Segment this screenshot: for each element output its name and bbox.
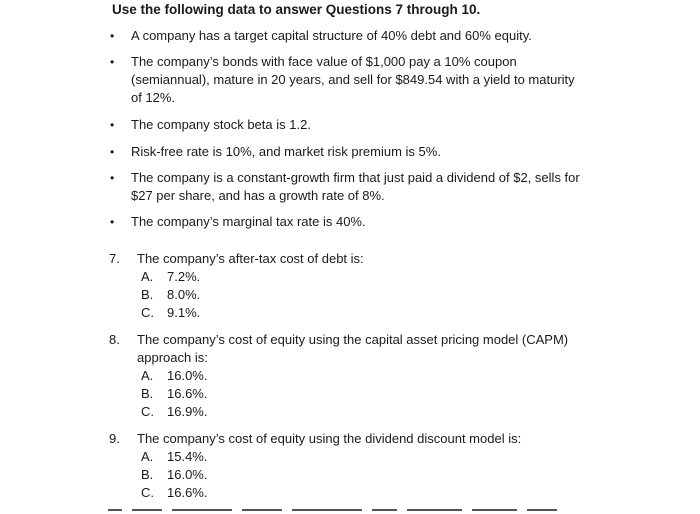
fact-line: $27 per share, and has a growth rate of 8%. bbox=[131, 188, 385, 203]
cropped-text-line bbox=[108, 509, 578, 514]
option-text: 16.6%. bbox=[167, 485, 208, 500]
question-stem bbox=[137, 250, 597, 268]
instructions-heading: Use the following data to answer Questions 7 through 10. bbox=[112, 2, 481, 17]
fact-line: The company’s marginal tax rate is 40%. bbox=[131, 214, 366, 229]
question-line: approach is: bbox=[137, 350, 208, 365]
bullet-point: • bbox=[110, 118, 115, 132]
fact-line: The company’s bonds with face value of $1,000 pay a 10% coupon bbox=[131, 54, 517, 69]
option-letter: B. bbox=[141, 467, 154, 482]
fact-line: Risk-free rate is 10%, and market risk premium is 5%. bbox=[131, 144, 441, 159]
option-text: 9.1%. bbox=[167, 305, 201, 320]
option-text: 16.9%. bbox=[167, 404, 208, 419]
option-letter: B. bbox=[141, 287, 154, 302]
option-letter: C. bbox=[141, 485, 154, 500]
question-number: 8. bbox=[109, 332, 120, 347]
option-letter: C. bbox=[141, 404, 154, 419]
option-letter: A. bbox=[141, 269, 154, 284]
option-text: 16.0%. bbox=[167, 467, 208, 482]
option-text: 16.0%. bbox=[167, 368, 208, 383]
option-text: 7.2%. bbox=[167, 269, 201, 284]
fact-line: The company is a constant-growth firm that just paid a dividend of $2, sells for bbox=[131, 170, 580, 185]
option-text: 15.4%. bbox=[167, 449, 208, 464]
fact-item bbox=[131, 27, 601, 45]
option-text: 8.0%. bbox=[167, 287, 201, 302]
question-stem bbox=[137, 331, 597, 367]
fact-line: The company stock beta is 1.2. bbox=[131, 117, 311, 132]
option-letter: A. bbox=[141, 368, 154, 383]
bullet-point: • bbox=[110, 215, 115, 229]
fact-line: A company has a target capital structure of 40% debt and 60% equity. bbox=[131, 28, 532, 43]
option-letter: B. bbox=[141, 386, 154, 401]
question-line: The company’s cost of equity using the capital asset pricing model (CAPM) bbox=[137, 332, 569, 347]
question-number: 9. bbox=[109, 431, 120, 446]
bullet-point: • bbox=[110, 145, 115, 159]
fact-item bbox=[131, 213, 601, 231]
fact-item bbox=[131, 143, 601, 161]
fact-item bbox=[131, 53, 601, 107]
fact-item bbox=[131, 169, 601, 205]
fact-line: (semiannual), mature in 20 years, and sell for $849.54 with a yield to maturity bbox=[131, 72, 575, 87]
question-number: 7. bbox=[109, 251, 120, 266]
fact-line: of 12%. bbox=[131, 90, 176, 105]
bullet-point: • bbox=[110, 55, 115, 69]
fact-item bbox=[131, 116, 601, 134]
question-line: The company’s after-tax cost of debt is: bbox=[137, 251, 364, 266]
option-text: 16.6%. bbox=[167, 386, 208, 401]
question-stem bbox=[137, 430, 597, 448]
option-letter: C. bbox=[141, 305, 154, 320]
question-line: The company’s cost of equity using the dividend discount model is: bbox=[137, 431, 522, 446]
bullet-point: • bbox=[110, 171, 115, 185]
bullet-point: • bbox=[110, 29, 115, 43]
option-letter: A. bbox=[141, 449, 154, 464]
